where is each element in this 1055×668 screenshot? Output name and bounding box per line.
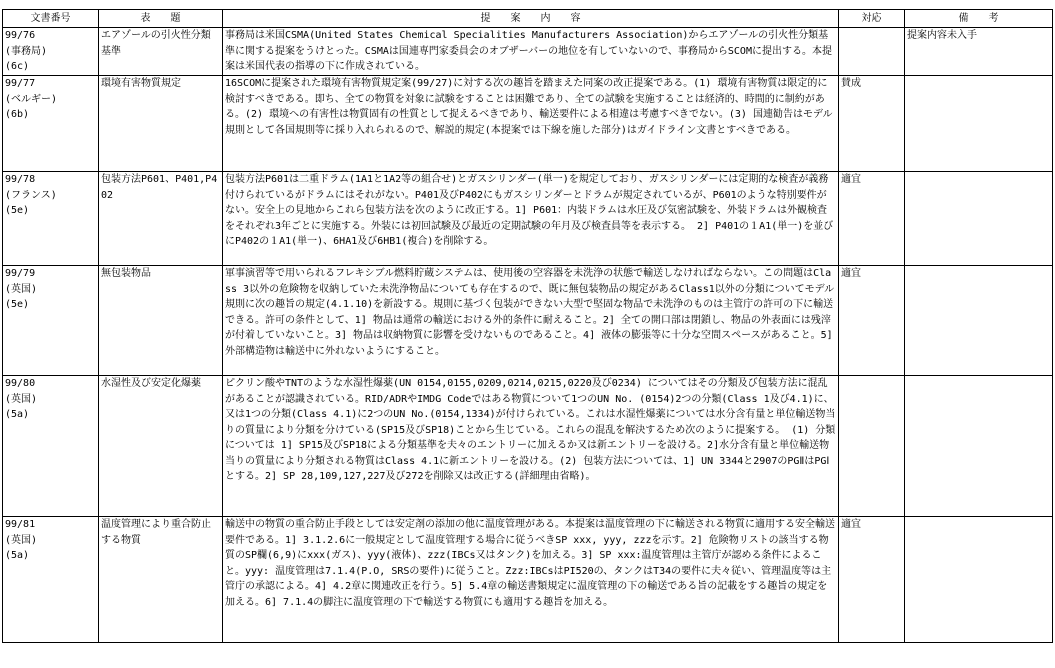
title-cell: 無包装物品 (99, 266, 223, 376)
title-cell: 温度管理により重合防止する物質 (99, 517, 223, 643)
doc-number-cell: 99/78 (フランス) (5e) (3, 172, 99, 266)
title-cell: エアゾールの引火性分類基準 (99, 28, 223, 76)
table-row (3, 28, 1053, 76)
response-cell: 適宜 (839, 172, 905, 266)
doc-number-cell: 99/80 (英国) (5a) (3, 376, 99, 517)
remarks-cell (905, 76, 1053, 172)
doc-number-cell: 99/76 (事務局) (6c) (3, 28, 99, 76)
proposal-cell: 16SCOMに提案された環境有害物質規定案(99/27)に対する次の趣旨を踏まえた同案の改正提案である。(1) 環境有害物質は限定的に検討すべきである。即ち、全ての物質を対象に試験をすることは困難であり、全ての試験を実施することは経済的、時間的に制約がある。(2) 環境への有害性は物質固有の性質として捉えるべきであり、輸送要件による相違は考慮すべきでない。(3) 国連勧告はモデル規則として各国規則等に採り入れられるので、解説的規定(本提案では下線を施した部分)はガイドライン文書とすべきである。 (223, 76, 839, 172)
table-row (3, 376, 1053, 517)
remarks-cell (905, 376, 1053, 517)
table-row (3, 76, 1053, 172)
header-title: 表 題 (99, 10, 223, 28)
doc-number-cell: 99/79 (英国) (5e) (3, 266, 99, 376)
title-cell: 水湿性及び安定化爆薬 (99, 376, 223, 517)
proposal-cell: 軍事演習等で用いられるフレキシブル燃料貯蔵システムは、使用後の空容器を未洗浄の状態で輸送しなければならない。この問題はClass 3以外の危険物を収納していた未洗浄物品についても存在するので、既に無包装物品の規定があるClass1以外の分類についてモデル規則に次の趣旨の規定(4.1.10)を新設する。規則に基づく包装ができない大型で堅固な物品で未洗浄のものは主管庁の許可の下に輸送できる。許可の条件として、1] 物品は通常の輸送における外的条件に耐えること。2] 全ての開口部は閉鎖し、物品の外表面には残滓が付着していないこと。3] 物品は収納物質に影響を受けないものであること。4] 液体の膨張等に十分な空間スペースがあること。5] 外部構造物は輸送中に外れないようにすること。 (223, 266, 839, 376)
remarks-cell (905, 266, 1053, 376)
proposal-cell: 事務局は米国CSMA(United States Chemical Specialities Manufacturers Association)からエアゾールの引火性分類基準に関する提案をうけとった。CSMAは国連専門家委員会のオブザーバーの地位を有していないので、事務局からSCOMに提出する。本提案は米国代表の指導の下に作成されている。 (223, 28, 839, 76)
table-row (3, 266, 1053, 376)
header-response: 対応 (839, 10, 905, 28)
response-cell (839, 376, 905, 517)
response-cell: 賛成 (839, 76, 905, 172)
doc-number-cell: 99/81 (英国) (5a) (3, 517, 99, 643)
table-row (3, 172, 1053, 266)
remarks-cell (905, 172, 1053, 266)
remarks-cell: 提案内容未入手 (905, 28, 1053, 76)
header-doc-number: 文書番号 (3, 10, 99, 28)
remarks-cell (905, 517, 1053, 643)
table-row (3, 517, 1053, 643)
response-cell: 適宜 (839, 266, 905, 376)
proposal-cell: 包装方法P601は二重ドラム(1A1と1A2等の組合せ)とガスシリンダー(単一)を規定しており、ガスシリンダーには定期的な検査が義務付けられているがドラムにはそれがない。P401及びP402にもガスシリンダーとドラムが規定されているが、P601のような特別要件がない。安全上の見地からこれら包装方法を次のように改正する。1] P601：内装ドラムは水圧及び気密試験を、外装ドラムは外観検査をそれぞれ3年ごとに実施する。外装には初回試験及び最近の定期試験の年月及び検査員等を表示する。 2] P401の１A1(単一)を並びにP402の１A1(単一)、6HA1及び6HB1(複合)を削除する。 (223, 172, 839, 266)
response-cell: 適宜 (839, 517, 905, 643)
proposal-cell: 輸送中の物質の重合防止手段としては安定剤の添加の他に温度管理がある。本提案は温度管理の下に輸送される物質に適用する安全輸送要件である。1] 3.1.2.6に一般規定として温度管理する場合に従うべきSP xxx, yyy, zzzを示す。2] 危険物リストの該当する物質のSP欄(6,9)にxxx(ガス)、yyy(液体)、zzz(IBCs又はタンク)を加える。3] SP xxx:温度管理は主管庁が認める条件によること。yyy: 温度管理は7.1.4(P.O, SRSの要件)に従うこと。Zzz:IBCsはPI520の、タンクはT34の要件に夫々従い、管理温度等は主管庁の承認による。4] 4.2章に関連改正を行う。5] 5.4章の輸送書類規定に温度管理の下の輸送である旨の記載をする趣旨の規定を加える。6] 7.1.4の脚注に温度管理の下で輸送する物質にも適用する趣旨を加える。 (223, 517, 839, 643)
title-cell: 包装方法P601、P401,P402 (99, 172, 223, 266)
proposal-table (2, 9, 1053, 643)
response-cell (839, 28, 905, 76)
header-row (3, 10, 1053, 28)
header-proposal: 提 案 内 容 (223, 10, 839, 28)
header-remarks: 備 考 (905, 10, 1053, 28)
proposal-cell: ピクリン酸やTNTのような水湿性爆薬(UN 0154,0155,0209,0214,0215,0220及び0234) についてはその分類及び包装方法に混乱があることが認識されている。RID/ADRやIMDG Codeではある物質について1つのUN No. (0154)2つの分類(Class 1及び4.1)に、又は1つの分類(Class 4.1)に2つのUN No.(0154,1334)が付けられている。これは水湿性爆薬については水分含有量と単位輸送物当りの質量により分類を分けている(SP15及びSP18)ことから生じている。これらの混乱を解決するため次のように提案する。 (1) 分類については 1] SP15及びSP18による分類基準を夫々のエントリーに加えるか又は新エントリーを設ける。2]水分含有量と単位輸送物当りの質量により分類される物質はClass 4.1に新エントリーを設ける。(2) 包装方法については、1] UN 3344と2907のPGⅡはPGⅠとする。2] SP 28,109,127,227及び272を削除又は改正する(詳細理由省略)。 (223, 376, 839, 517)
doc-number-cell: 99/77 (ベルギー) (6b) (3, 76, 99, 172)
title-cell: 環境有害物質規定 (99, 76, 223, 172)
